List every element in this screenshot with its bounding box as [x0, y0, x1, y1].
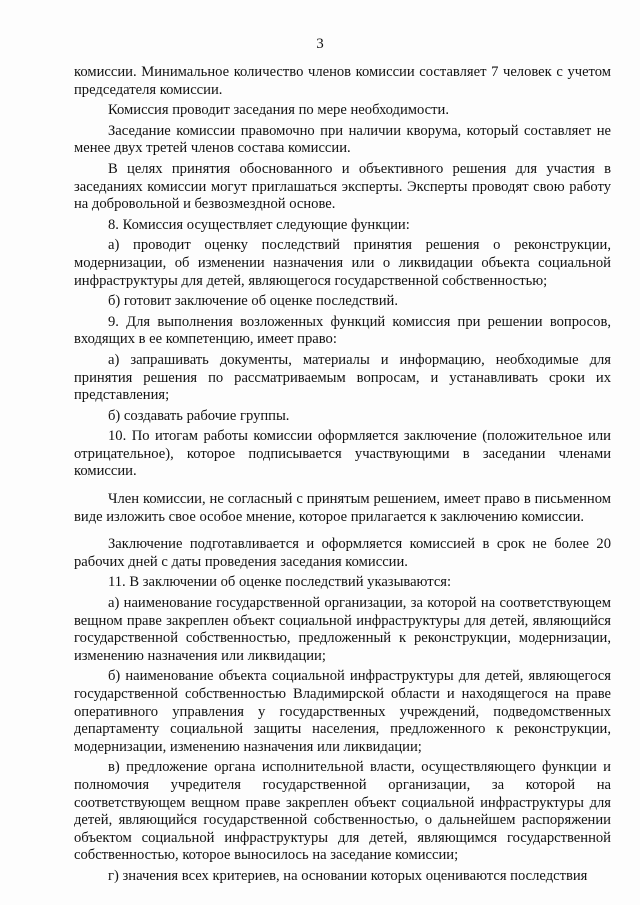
- paragraph-3: Заседание комиссии правомочно при наличии кворума, который составляет не менее двух третей членов состава комиссии.: [74, 122, 611, 157]
- paragraph-7: б) готовит заключение об оценке последствий.: [108, 293, 398, 310]
- document-body: [74, 64, 611, 889]
- paragraph-4: В целях принятия обоснованного и объективного решения для участия в заседаниях комиссии могут приглашаться эксперты. Эксперты проводят свою работу на добровольной и безвозмездной основе.: [74, 160, 611, 213]
- paragraph-6: а) проводит оценку последствий принятия решения о реконструкции, модернизации, об изменении назначения или о ликвидации объекта социальной инфраструктуры для детей, являющегося государственной собственностью;: [74, 237, 611, 289]
- paragraph-1: комиссии. Минимальное количество членов комиссии составляет 7 человек с учетом председателя комиссии.: [74, 64, 611, 98]
- paragraph-18: г) значения всех критериев, на основании которых оцениваются последствия: [108, 867, 588, 884]
- paragraph-17: в) предложение органа исполнительной власти, осуществляющего функции и полномочия учредителя государственной организации, за которой на соответствующем вещном праве закреплен объект социальной инфраструктуры для детей, являющийся государственной собственностью, о дальнейшем распоряжении объектом социальной инфраструктуры для детей, являющимся государственной собственностью, которое выносилось на заседание комиссии;: [74, 759, 611, 864]
- paragraph-5: 8. Комиссия осуществляет следующие функции:: [108, 216, 410, 233]
- paragraph-2: Комиссия проводит заседания по мере необходимости.: [108, 102, 449, 119]
- paragraph-16: б) наименование объекта социальной инфраструктуры для детей, являющегося государственной собственностью Владимирской области и находящегося на праве оперативного управления у государственных учреждений, подведомственных департаменту социальной защиты населения, предложенного к реконструкции, модернизации, изменению назначения или ликвидации;: [74, 668, 611, 755]
- paragraph-10: б) создавать рабочие группы.: [108, 407, 290, 424]
- paragraph-15: а) наименование государственной организации, за которой на соответствующем вещном праве закреплен объект социальной инфраструктуры для детей, являющийся государственной собственностью, предложенный к реконструкции, модернизации, изменению назначения или ликвидации;: [74, 595, 611, 664]
- paragraph-14: 11. В заключении об оценке последствий указываются:: [108, 574, 452, 591]
- paragraph-12: Член комиссии, не согласный с принятым решением, имеет право в письменном виде изложить свое особое мнение, которое прилагается к заключению комиссии.: [74, 491, 611, 525]
- paragraph-9: а) запрашивать документы, материалы и информацию, необходимые для принятия решения по рассматриваемым вопросам, и устанавливать сроки их представления;: [74, 351, 611, 404]
- paragraph-13: Заключение подготавливается и оформляется комиссией в срок не более 20 рабочих дней с даты проведения заседания комиссии.: [74, 536, 611, 570]
- page-number: 3: [316, 36, 324, 52]
- paragraph-11: 10. По итогам работы комиссии оформляется заключение (положительное или отрицательное), которое подписывается участвующими в заседании членами комиссии.: [74, 428, 611, 480]
- paragraph-8: 9. Для выполнения возложенных функций комиссия при решении вопросов, входящих в ее компетенцию, имеет право:: [74, 313, 611, 348]
